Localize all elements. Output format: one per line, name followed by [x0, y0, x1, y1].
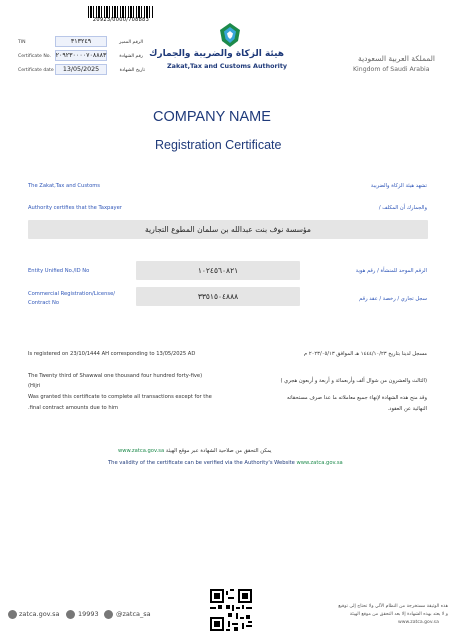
authority-name-en: Zakat,Tax and Customs Authority	[167, 62, 288, 70]
verify-en-site[interactable]: www.zatca.gov.sa	[296, 460, 343, 466]
footer-handle[interactable]: @zatca_sa	[116, 610, 151, 618]
verify-ar-site[interactable]: www.zatca.gov.sa	[118, 448, 165, 454]
tin-label: TIN	[18, 40, 26, 45]
registered-on-ar: مسجل لدينا بتاريخ ١٤٤٤/١٠/٢٣ هـ الموافق ٢٠٢٣/٠٥/١٣ م	[303, 351, 427, 357]
kingdom-name-en: Kingdom of Saudi Arabia	[353, 66, 430, 73]
granted-text-en-2: .final contract amounts due to him	[28, 405, 119, 411]
cert-date-label: Certificate date	[18, 68, 54, 73]
footer-note-ar-2: و لا يعتد بهذه الشهادة إلا بعد التحقق من موقع الهيئة	[349, 612, 448, 617]
hijri-text-en-2: (Hijri	[28, 383, 41, 389]
cert-date-value: 13/05/2025	[55, 64, 107, 75]
hijri-text-ar: (الثالث والعشرون من شوال ألف وأربعمائة و أربعة و أربعون هجري )	[280, 378, 427, 384]
registered-on-en: Is registered on 23/10/1444 AH corresponding to 13/05/2025 AD	[28, 351, 196, 357]
registration-certificate-title: Registration Certificate	[155, 138, 282, 152]
zatca-ar-line: تشهد هيئة الزكاة والضريبة	[370, 183, 427, 189]
verify-en-line	[108, 460, 343, 466]
qr-code	[210, 589, 252, 631]
granted-text-en-1: Was granted this certificate to complete all transactions except for the	[28, 394, 212, 400]
barcode-number: 20923/0000/708883	[92, 17, 150, 23]
entity-label-ar: الرقم الموحد للمنشأة / رقم هوية	[355, 268, 427, 274]
cert-no-value: ٢٠٩٢٣٠٠٠٠٧٠٨٨٨٣	[55, 52, 107, 59]
cr-number-field: ٣٣٥١٥٠٤٨٨٨	[136, 287, 300, 306]
kingdom-name-ar: المملكة العربية السعودية	[358, 54, 435, 63]
phone-icon	[66, 610, 75, 619]
authority-certifies-en: Authority certifies that the Taxpayer	[28, 205, 122, 211]
entity-label-en: Entity Unified No./ID No	[28, 268, 90, 274]
social-icon	[104, 610, 113, 619]
hijri-text-en-1: The Twenty third of Shawwal one thousand four hundred forty-five)	[28, 373, 203, 379]
authority-certifies-ar: والجمارك أن المكلف /	[378, 205, 427, 211]
authority-name-ar: هيئة الزكاة والضريبة والجمارك	[149, 49, 284, 59]
company-name-title: COMPANY NAME	[153, 109, 271, 125]
verify-en-text: The validity of the certificate can be verified via the Authority's Website	[108, 460, 295, 466]
footer-phone[interactable]: 19993	[78, 610, 99, 618]
globe-icon	[8, 610, 17, 619]
entity-number-field: ١٠٢٤٥٦٠٨٢١	[136, 261, 300, 280]
zatca-logo-icon	[218, 22, 242, 48]
granted-text-ar-2: النهائية عن العقود.	[387, 406, 427, 412]
cert-no-ar-label: رقم الشهادة	[119, 54, 143, 59]
verify-ar-text: يمكن التحقق من صلاحية الشهادة عبر موقع الهيئة	[165, 448, 272, 454]
footer-note-ar-1: هذه الوثيقة مستخرجة من النظام الآلي ولا تحتاج إلى توقيع	[338, 604, 448, 609]
verify-ar-line	[118, 448, 272, 454]
cr-label-ar: سجل تجاري / رخصة / عقد رقم	[359, 296, 427, 302]
cr-label-en-1: Commercial Registration/License/	[28, 291, 116, 297]
footer-note-site[interactable]: www.zatca.gov.sa	[398, 620, 439, 625]
granted-text-ar-1: وقد منح هذه الشهادة لإنهاء جميع معاملاته ما عدا صرف مستحقاته	[286, 395, 427, 401]
cr-label-en-2: Contract No	[28, 300, 60, 306]
zatca-en-line: The Zakat,Tax and Customs	[28, 183, 100, 189]
footer-website[interactable]: zatca.gov.sa	[19, 610, 60, 618]
cert-no-label: Certificate No.	[18, 54, 51, 59]
taxpayer-name-field: مؤسسة نوف بنت عبدالله بن سلمان المطوع التجارية	[28, 220, 428, 239]
cert-date-ar-label: تاريخ الشهادة	[119, 68, 145, 73]
tin-value: ٣١٣٢٤٩	[55, 36, 107, 47]
tin-ar-label: الرقم المميز	[119, 40, 143, 45]
